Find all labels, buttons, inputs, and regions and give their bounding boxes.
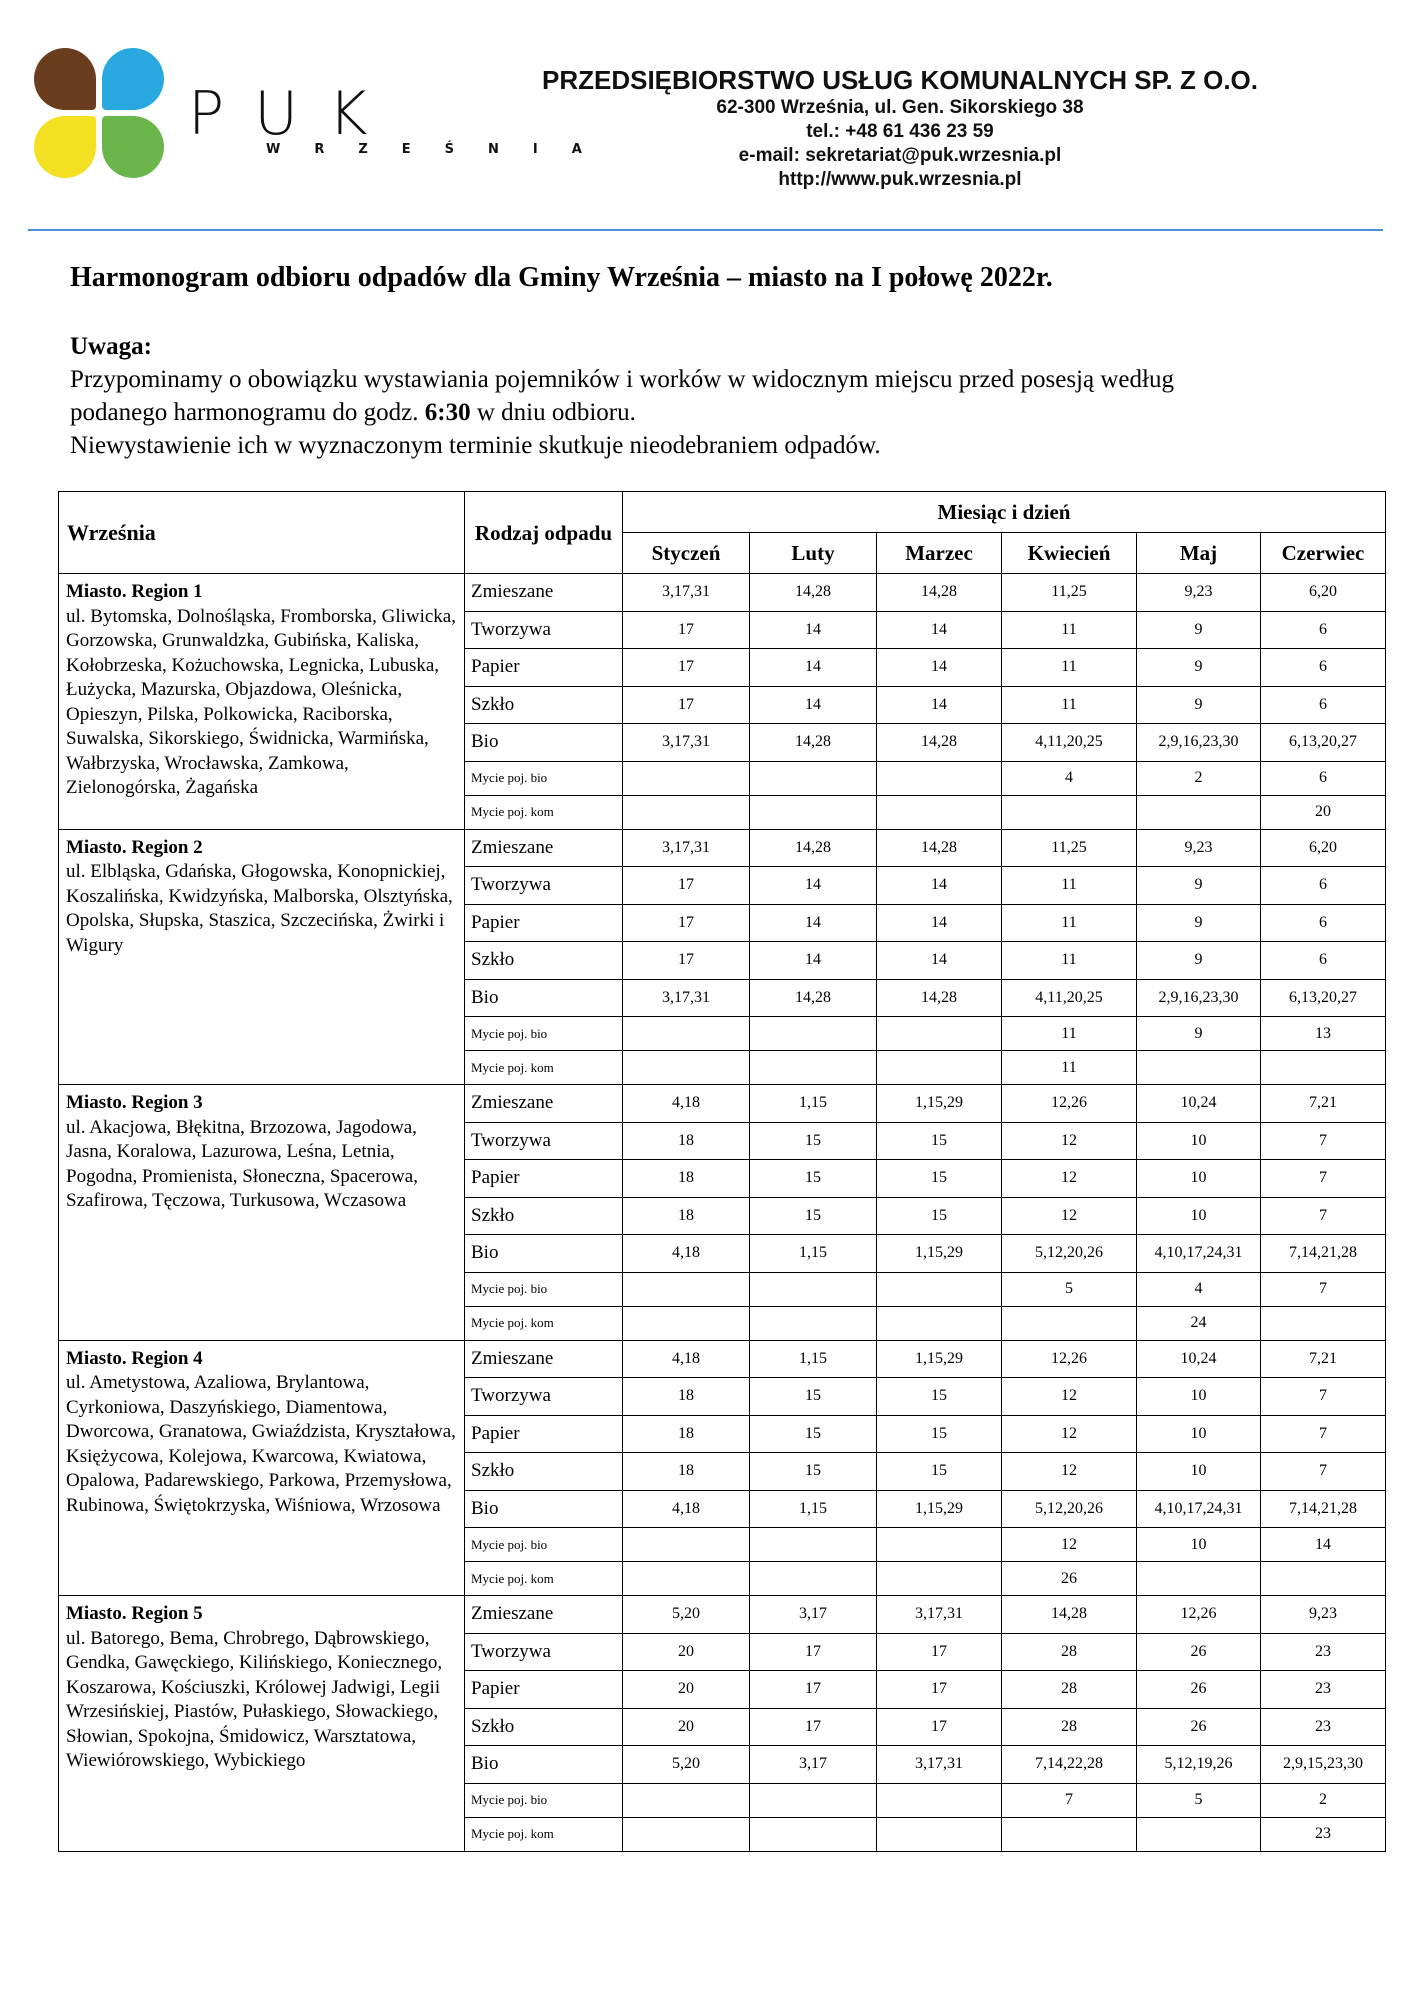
- pickup-days-cell: 2,9,15,23,30: [1261, 1746, 1386, 1784]
- waste-type-cell: Papier: [465, 649, 623, 687]
- pickup-days-cell: 15: [750, 1197, 877, 1235]
- pickup-days-cell: 1,15: [750, 1235, 877, 1273]
- table-row: [59, 1596, 1386, 1634]
- pickup-days-cell: 14,28: [750, 979, 877, 1017]
- table-row: [59, 829, 1386, 867]
- pickup-days-cell: [1137, 795, 1261, 829]
- waste-type-cell: Zmieszane: [465, 574, 623, 612]
- pickup-days-cell: 13: [1261, 1017, 1386, 1051]
- pickup-days-cell: 26: [1002, 1562, 1137, 1596]
- schedule-table: [58, 491, 1386, 1852]
- pickup-days-cell: [750, 1528, 877, 1562]
- pickup-days-cell: 15: [877, 1197, 1002, 1235]
- pickup-days-cell: 6: [1261, 761, 1386, 795]
- pickup-days-cell: 6: [1261, 611, 1386, 649]
- waste-type-cell: Szkło: [465, 1453, 623, 1491]
- pickup-days-cell: 11: [1002, 1051, 1137, 1085]
- notice-block: [70, 330, 1370, 462]
- notice-line-1: Przypominamy o obowiązku wystawiania pojemników i worków w widocznym miejscu przed posesją według: [70, 366, 1174, 393]
- pickup-days-cell: [877, 1306, 1002, 1340]
- pickup-days-cell: [877, 795, 1002, 829]
- pickup-days-cell: 9: [1137, 686, 1261, 724]
- pickup-days-cell: 17: [750, 1671, 877, 1709]
- notice-line-3: Niewystawienie ich w wyznaczonym terminie skutkuje nieodebraniem odpadów.: [70, 432, 881, 459]
- pickup-days-cell: 7: [1261, 1122, 1386, 1160]
- month-header: Marzec: [877, 533, 1002, 574]
- pickup-days-cell: [750, 1817, 877, 1851]
- pickup-days-cell: 23: [1261, 1633, 1386, 1671]
- pickup-days-cell: 4,18: [623, 1340, 750, 1378]
- pickup-days-cell: [1002, 795, 1137, 829]
- pickup-days-cell: 11: [1002, 611, 1137, 649]
- pickup-days-cell: 14,28: [750, 724, 877, 762]
- pickup-days-cell: [750, 795, 877, 829]
- pickup-days-cell: 28: [1002, 1633, 1137, 1671]
- pickup-days-cell: 5,12,20,26: [1002, 1235, 1137, 1273]
- month-header: Czerwiec: [1261, 533, 1386, 574]
- pickup-days-cell: 6,13,20,27: [1261, 979, 1386, 1017]
- pickup-days-cell: 9: [1137, 1017, 1261, 1051]
- waste-type-cell: Mycie poj. kom: [465, 1306, 623, 1340]
- notice-heading: Uwaga:: [70, 333, 152, 360]
- company-logo: [34, 48, 166, 178]
- pickup-days-cell: 3,17,31: [623, 724, 750, 762]
- pickup-days-cell: 18: [623, 1453, 750, 1491]
- pickup-days-cell: [623, 795, 750, 829]
- waste-type-cell: Bio: [465, 724, 623, 762]
- waste-type-cell: Bio: [465, 1746, 623, 1784]
- pickup-days-cell: 9: [1137, 904, 1261, 942]
- pickup-days-cell: 14: [877, 611, 1002, 649]
- company-email: e-mail: sekretariat@puk.wrzesnia.pl: [738, 145, 1062, 166]
- pickup-days-cell: 17: [623, 904, 750, 942]
- pickup-days-cell: 14: [1261, 1528, 1386, 1562]
- pickup-days-cell: 3,17: [750, 1596, 877, 1634]
- pickup-days-cell: 7: [1261, 1197, 1386, 1235]
- pickup-days-cell: [623, 1272, 750, 1306]
- pickup-days-cell: 5,12,19,26: [1137, 1746, 1261, 1784]
- pickup-days-cell: [623, 761, 750, 795]
- pickup-days-cell: [623, 1817, 750, 1851]
- pickup-days-cell: 9,23: [1261, 1596, 1386, 1634]
- pickup-days-cell: 10,24: [1137, 1085, 1261, 1123]
- pickup-days-cell: 4,18: [623, 1235, 750, 1273]
- pickup-days-cell: 12,26: [1002, 1340, 1137, 1378]
- pickup-days-cell: 17: [750, 1708, 877, 1746]
- pickup-days-cell: [877, 1562, 1002, 1596]
- waste-type-cell: Tworzywa: [465, 611, 623, 649]
- pickup-days-cell: 14: [750, 649, 877, 687]
- pickup-days-cell: 14: [877, 942, 1002, 980]
- pickup-days-cell: 4,11,20,25: [1002, 724, 1137, 762]
- pickup-days-cell: 9,23: [1137, 829, 1261, 867]
- waste-type-cell: Mycie poj. bio: [465, 761, 623, 795]
- pickup-days-cell: 5: [1137, 1783, 1261, 1817]
- waste-type-cell: Mycie poj. kom: [465, 795, 623, 829]
- pickup-days-cell: 18: [623, 1197, 750, 1235]
- pickup-days-cell: 14,28: [1002, 1596, 1137, 1634]
- pickup-days-cell: 4: [1002, 761, 1137, 795]
- pickup-days-cell: [750, 1051, 877, 1085]
- pickup-days-cell: 7: [1002, 1783, 1137, 1817]
- pickup-days-cell: 11: [1002, 686, 1137, 724]
- waste-type-cell: Mycie poj. kom: [465, 1817, 623, 1851]
- pickup-days-cell: 3,17,31: [877, 1746, 1002, 1784]
- waste-type-cell: Bio: [465, 1235, 623, 1273]
- pickup-days-cell: 14: [750, 611, 877, 649]
- waste-type-cell: Tworzywa: [465, 1122, 623, 1160]
- pickup-days-cell: [877, 1272, 1002, 1306]
- pickup-days-cell: 15: [877, 1415, 1002, 1453]
- pickup-days-cell: 20: [623, 1708, 750, 1746]
- waste-type-cell: Mycie poj. bio: [465, 1017, 623, 1051]
- logo-petal-yellow: [34, 116, 96, 178]
- waste-type-cell: Papier: [465, 1160, 623, 1198]
- region-name: Miasto. Region 5: [66, 1603, 203, 1624]
- pickup-days-cell: 11: [1002, 904, 1137, 942]
- pickup-days-cell: 9: [1137, 611, 1261, 649]
- region-streets: ul. Akacjowa, Błękitna, Brzozowa, Jagodowa, Jasna, Koralowa, Lazurowa, Leśna, Letnia, Pogodna, Promienista, Słoneczna, Spacerowa, Szafirowa, Tęczowa, Turkusowa, Wczasowa: [66, 1116, 418, 1211]
- pickup-days-cell: 24: [1137, 1306, 1261, 1340]
- waste-type-cell: Bio: [465, 1490, 623, 1528]
- pickup-days-cell: 14: [750, 904, 877, 942]
- waste-type-cell: Mycie poj. kom: [465, 1562, 623, 1596]
- pickup-days-cell: 7,21: [1261, 1340, 1386, 1378]
- pickup-days-cell: 15: [877, 1160, 1002, 1198]
- pickup-days-cell: 4,18: [623, 1085, 750, 1123]
- pickup-days-cell: 14: [877, 649, 1002, 687]
- pickup-days-cell: 17: [623, 649, 750, 687]
- logo-petal-brown: [34, 48, 96, 110]
- pickup-days-cell: 7,21: [1261, 1085, 1386, 1123]
- pickup-days-cell: 11,25: [1002, 574, 1137, 612]
- pickup-days-cell: 1,15: [750, 1490, 877, 1528]
- pickup-days-cell: 7: [1261, 1272, 1386, 1306]
- waste-type-cell: Mycie poj. bio: [465, 1783, 623, 1817]
- pickup-days-cell: 14,28: [877, 724, 1002, 762]
- region-name: Miasto. Region 4: [66, 1347, 203, 1369]
- pickup-days-cell: 6,13,20,27: [1261, 724, 1386, 762]
- company-address: 62-300 Września, ul. Gen. Sikorskiego 38: [716, 97, 1084, 118]
- pickup-days-cell: 5,12,20,26: [1002, 1490, 1137, 1528]
- pickup-days-cell: 3,17,31: [623, 829, 750, 867]
- region-cell: [59, 829, 465, 1085]
- pickup-days-cell: 15: [750, 1378, 877, 1416]
- pickup-days-cell: 23: [1261, 1708, 1386, 1746]
- pickup-days-cell: 14,28: [750, 829, 877, 867]
- table-row: [59, 1085, 1386, 1123]
- pickup-days-cell: 10: [1137, 1415, 1261, 1453]
- pickup-days-cell: 12: [1002, 1378, 1137, 1416]
- waste-type-cell: Szkło: [465, 1197, 623, 1235]
- pickup-days-cell: [877, 1528, 1002, 1562]
- logo-petal-green: [102, 116, 164, 178]
- company-phone: tel.: +48 61 436 23 59: [806, 121, 994, 142]
- pickup-days-cell: [1002, 1306, 1137, 1340]
- pickup-days-cell: 9: [1137, 867, 1261, 905]
- pickup-days-cell: 1,15: [750, 1340, 877, 1378]
- pickup-days-cell: [1002, 1817, 1137, 1851]
- pickup-days-cell: 4,10,17,24,31: [1137, 1490, 1261, 1528]
- pickup-days-cell: 10,24: [1137, 1340, 1261, 1378]
- pickup-days-cell: 3,17,31: [623, 979, 750, 1017]
- pickup-days-cell: 1,15,29: [877, 1490, 1002, 1528]
- pickup-days-cell: 15: [877, 1378, 1002, 1416]
- pickup-days-cell: 10: [1137, 1122, 1261, 1160]
- pickup-days-cell: 7: [1261, 1415, 1386, 1453]
- pickup-days-cell: 10: [1137, 1453, 1261, 1491]
- pickup-days-cell: 14: [750, 686, 877, 724]
- pickup-days-cell: 1,15: [750, 1085, 877, 1123]
- waste-type-cell: Papier: [465, 904, 623, 942]
- pickup-days-cell: 14,28: [877, 979, 1002, 1017]
- pickup-days-cell: [1137, 1817, 1261, 1851]
- waste-type-cell: Szkło: [465, 686, 623, 724]
- pickup-days-cell: 2: [1261, 1783, 1386, 1817]
- pickup-days-cell: 14: [877, 904, 1002, 942]
- pickup-days-cell: 12: [1002, 1528, 1137, 1562]
- pickup-days-cell: 6,20: [1261, 829, 1386, 867]
- pickup-days-cell: 4,10,17,24,31: [1137, 1235, 1261, 1273]
- pickup-days-cell: 28: [1002, 1708, 1137, 1746]
- pickup-days-cell: 5,20: [623, 1596, 750, 1634]
- pickup-days-cell: 18: [623, 1160, 750, 1198]
- pickup-days-cell: 4: [1137, 1272, 1261, 1306]
- pickup-days-cell: 9: [1137, 942, 1261, 980]
- pickup-days-cell: [623, 1528, 750, 1562]
- waste-type-cell: Bio: [465, 979, 623, 1017]
- logo-subtext: WRZEŚNIA: [266, 142, 616, 157]
- column-header-waste-type: Rodzaj odpadu: [465, 492, 623, 574]
- waste-type-cell: Tworzywa: [465, 1378, 623, 1416]
- pickup-days-cell: 10: [1137, 1378, 1261, 1416]
- company-name: PRZEDSIĘBIORSTWO USŁUG KOMUNALNYCH SP. Z O.O.: [541, 65, 1258, 95]
- pickup-days-cell: 12: [1002, 1197, 1137, 1235]
- pickup-days-cell: [750, 1562, 877, 1596]
- table-row: [59, 1340, 1386, 1378]
- pickup-days-cell: 10: [1137, 1197, 1261, 1235]
- pickup-days-cell: [1137, 1051, 1261, 1085]
- pickup-days-cell: 14,28: [750, 574, 877, 612]
- pickup-days-cell: 3,17: [750, 1746, 877, 1784]
- pickup-days-cell: 26: [1137, 1708, 1261, 1746]
- pickup-days-cell: 11: [1002, 649, 1137, 687]
- pickup-days-cell: 17: [623, 942, 750, 980]
- pickup-days-cell: 18: [623, 1378, 750, 1416]
- pickup-days-cell: 14: [750, 867, 877, 905]
- pickup-days-cell: [877, 1017, 1002, 1051]
- pickup-days-cell: 3,17,31: [623, 574, 750, 612]
- pickup-days-cell: [1137, 1562, 1261, 1596]
- pickup-days-cell: 12: [1002, 1122, 1137, 1160]
- pickup-days-cell: 20: [623, 1671, 750, 1709]
- pickup-days-cell: 28: [1002, 1671, 1137, 1709]
- waste-type-cell: Mycie poj. kom: [465, 1051, 623, 1085]
- company-website: http://www.puk.wrzesnia.pl: [778, 169, 1022, 190]
- pickup-days-cell: 12: [1002, 1453, 1137, 1491]
- pickup-days-cell: 1,15,29: [877, 1340, 1002, 1378]
- pickup-days-cell: [750, 761, 877, 795]
- waste-type-cell: Zmieszane: [465, 829, 623, 867]
- pickup-days-cell: 7,14,22,28: [1002, 1746, 1137, 1784]
- notice-line-2-end: w dniu odbioru.: [470, 399, 636, 426]
- pickup-days-cell: 4,18: [623, 1490, 750, 1528]
- pickup-days-cell: 1,15,29: [877, 1085, 1002, 1123]
- waste-type-cell: Papier: [465, 1415, 623, 1453]
- pickup-days-cell: 15: [877, 1122, 1002, 1160]
- month-header: Kwiecień: [1002, 533, 1137, 574]
- pickup-days-cell: [1261, 1306, 1386, 1340]
- logo-petal-blue: [102, 48, 164, 110]
- pickup-days-cell: 11: [1002, 867, 1137, 905]
- pickup-days-cell: 17: [877, 1633, 1002, 1671]
- pickup-days-cell: 15: [750, 1415, 877, 1453]
- pickup-days-cell: 17: [623, 867, 750, 905]
- pickup-days-cell: [750, 1017, 877, 1051]
- waste-type-cell: Zmieszane: [465, 1596, 623, 1634]
- pickup-days-cell: 17: [877, 1708, 1002, 1746]
- table-row: [59, 574, 1386, 612]
- region-cell: [59, 574, 465, 830]
- pickup-days-cell: [877, 1783, 1002, 1817]
- pickup-days-cell: 6: [1261, 904, 1386, 942]
- pickup-days-cell: 15: [750, 1122, 877, 1160]
- pickup-days-cell: [1261, 1051, 1386, 1085]
- region-cell: [59, 1340, 465, 1596]
- waste-type-cell: Zmieszane: [465, 1085, 623, 1123]
- region-streets: ul. Bytomska, Dolnośląska, Fromborska, Gliwicka, Gorzowska, Grunwaldzka, Gubińska, Kaliska, Kołobrzeska, Kożuchowska, Legnicka, Lubuska, Łużycka, Mazurska, Objazdowa, Oleśnicka, Opieszyn, Pilska, Polkowicka, Raciborska, Suwalska, Sikorskiego, Świdnicka, Warmińska, Wałbrzyska, Wrocławska, Zamkowa, Zielonogórska, Żagańska: [66, 605, 456, 798]
- pickup-days-cell: 26: [1137, 1633, 1261, 1671]
- pickup-days-cell: [877, 1051, 1002, 1085]
- pickup-days-cell: 15: [877, 1453, 1002, 1491]
- pickup-days-cell: 12: [1002, 1160, 1137, 1198]
- waste-type-cell: Szkło: [465, 1708, 623, 1746]
- pickup-days-cell: 17: [877, 1671, 1002, 1709]
- pickup-days-cell: 14,28: [877, 829, 1002, 867]
- pickup-days-cell: [623, 1306, 750, 1340]
- pickup-days-cell: 15: [750, 1160, 877, 1198]
- pickup-days-cell: 23: [1261, 1671, 1386, 1709]
- notice-line-2: [70, 396, 1370, 429]
- pickup-days-cell: 7: [1261, 1453, 1386, 1491]
- pickup-days-cell: 18: [623, 1415, 750, 1453]
- document-title: Harmonogram odbioru odpadów dla Gminy Września – miasto na I połowę 2022r.: [70, 262, 1053, 293]
- waste-type-cell: Mycie poj. bio: [465, 1528, 623, 1562]
- pickup-days-cell: [623, 1562, 750, 1596]
- pickup-days-cell: 9,23: [1137, 574, 1261, 612]
- pickup-days-cell: 6: [1261, 649, 1386, 687]
- pickup-days-cell: 6: [1261, 942, 1386, 980]
- region-streets: ul. Ametystowa, Azaliowa, Brylantowa, Cyrkoniowa, Daszyńskiego, Diamentowa, Dworcowa, Granatowa, Gwiaździsta, Kryształowa, Księżycowa, Kolejowa, Kwarcowa, Kwiatowa, Opalowa, Padarewskiego, Parkowa, Przemysłowa, Rubinowa, Świętokrzyska, Wiśniowa, Wrzosowa: [66, 1372, 456, 1516]
- pickup-days-cell: 6: [1261, 867, 1386, 905]
- pickup-days-cell: 17: [623, 611, 750, 649]
- waste-type-cell: Szkło: [465, 942, 623, 980]
- pickup-days-cell: 12: [1002, 1415, 1137, 1453]
- waste-type-cell: Mycie poj. bio: [465, 1272, 623, 1306]
- pickup-days-cell: [750, 1783, 877, 1817]
- pickup-days-cell: 11,25: [1002, 829, 1137, 867]
- pickup-days-cell: 7,14,21,28: [1261, 1235, 1386, 1273]
- pickup-days-cell: 14,28: [877, 574, 1002, 612]
- pickup-days-cell: 9: [1137, 649, 1261, 687]
- pickup-days-cell: 17: [750, 1633, 877, 1671]
- pickup-days-cell: 12,26: [1137, 1596, 1261, 1634]
- pickup-days-cell: 20: [1261, 795, 1386, 829]
- month-header: Luty: [750, 533, 877, 574]
- pickup-days-cell: 10: [1137, 1528, 1261, 1562]
- column-header-area: Września: [59, 492, 465, 574]
- logo-text: PUK: [188, 79, 398, 149]
- pickup-days-cell: [877, 761, 1002, 795]
- pickup-days-cell: 17: [623, 686, 750, 724]
- region-streets: ul. Elbląska, Gdańska, Głogowska, Konopnickiej, Koszalińska, Kwidzyńska, Malborska, Olsztyńska, Opolska, Słupska, Staszica, Szczecińska, Żwirki i Wigury: [66, 861, 453, 956]
- pickup-days-cell: [623, 1783, 750, 1817]
- region-name: Miasto. Region 3: [66, 1092, 203, 1113]
- pickup-days-cell: 6: [1261, 686, 1386, 724]
- pickup-days-cell: 11: [1002, 942, 1137, 980]
- pickup-days-cell: 14: [750, 942, 877, 980]
- company-info: [480, 64, 1320, 192]
- pickup-days-cell: 3,17,31: [877, 1596, 1002, 1634]
- pickup-days-cell: [1261, 1562, 1386, 1596]
- pickup-days-cell: [877, 1817, 1002, 1851]
- pickup-days-cell: [623, 1017, 750, 1051]
- pickup-days-cell: 20: [623, 1633, 750, 1671]
- pickup-days-cell: 14: [877, 686, 1002, 724]
- pickup-days-cell: 11: [1002, 1017, 1137, 1051]
- pickup-days-cell: 2,9,16,23,30: [1137, 979, 1261, 1017]
- pickup-days-cell: 7: [1261, 1160, 1386, 1198]
- region-cell: [59, 1596, 465, 1852]
- pickup-days-cell: 7,14,21,28: [1261, 1490, 1386, 1528]
- header-divider: [28, 229, 1383, 231]
- region-name: Miasto. Region 1: [66, 581, 203, 602]
- month-header: Maj: [1137, 533, 1261, 574]
- pickup-days-cell: 7: [1261, 1378, 1386, 1416]
- pickup-days-cell: [750, 1272, 877, 1306]
- notice-time: 6:30: [424, 399, 471, 426]
- pickup-days-cell: 1,15,29: [877, 1235, 1002, 1273]
- pickup-days-cell: 23: [1261, 1817, 1386, 1851]
- pickup-days-cell: 15: [750, 1453, 877, 1491]
- pickup-days-cell: 26: [1137, 1671, 1261, 1709]
- pickup-days-cell: 10: [1137, 1160, 1261, 1198]
- month-header: Styczeń: [623, 533, 750, 574]
- waste-type-cell: Tworzywa: [465, 1633, 623, 1671]
- pickup-days-cell: 6,20: [1261, 574, 1386, 612]
- waste-type-cell: Papier: [465, 1671, 623, 1709]
- column-header-months: Miesiąc i dzień: [623, 492, 1386, 533]
- schedule-body: [59, 574, 1386, 1852]
- pickup-days-cell: 18: [623, 1122, 750, 1160]
- region-name: Miasto. Region 2: [66, 836, 203, 858]
- pickup-days-cell: [750, 1306, 877, 1340]
- waste-type-cell: Zmieszane: [465, 1340, 623, 1378]
- pickup-days-cell: 2,9,16,23,30: [1137, 724, 1261, 762]
- region-streets: ul. Batorego, Bema, Chrobrego, Dąbrowskiego, Gendka, Gawęckiego, Kilińskiego, Koniecznego, Koszarowa, Kościuszki, Królowej Jadwigi, Legii Wrzesińskiej, Piastów, Pułaskiego, Słowackiego, Słowian, Spokojna, Śmidowicz, Warsztatowa, Wiewiórowskiego, Wybickiego: [66, 1627, 443, 1771]
- pickup-days-cell: 12,26: [1002, 1085, 1137, 1123]
- pickup-days-cell: 5: [1002, 1272, 1137, 1306]
- pickup-days-cell: 5,20: [623, 1746, 750, 1784]
- pickup-days-cell: [623, 1051, 750, 1085]
- pickup-days-cell: 2: [1137, 761, 1261, 795]
- notice-line-2-text: podanego harmonogramu do godz.: [70, 399, 425, 426]
- region-cell: [59, 1085, 465, 1341]
- pickup-days-cell: 4,11,20,25: [1002, 979, 1137, 1017]
- waste-type-cell: Tworzywa: [465, 867, 623, 905]
- pickup-days-cell: 14: [877, 867, 1002, 905]
